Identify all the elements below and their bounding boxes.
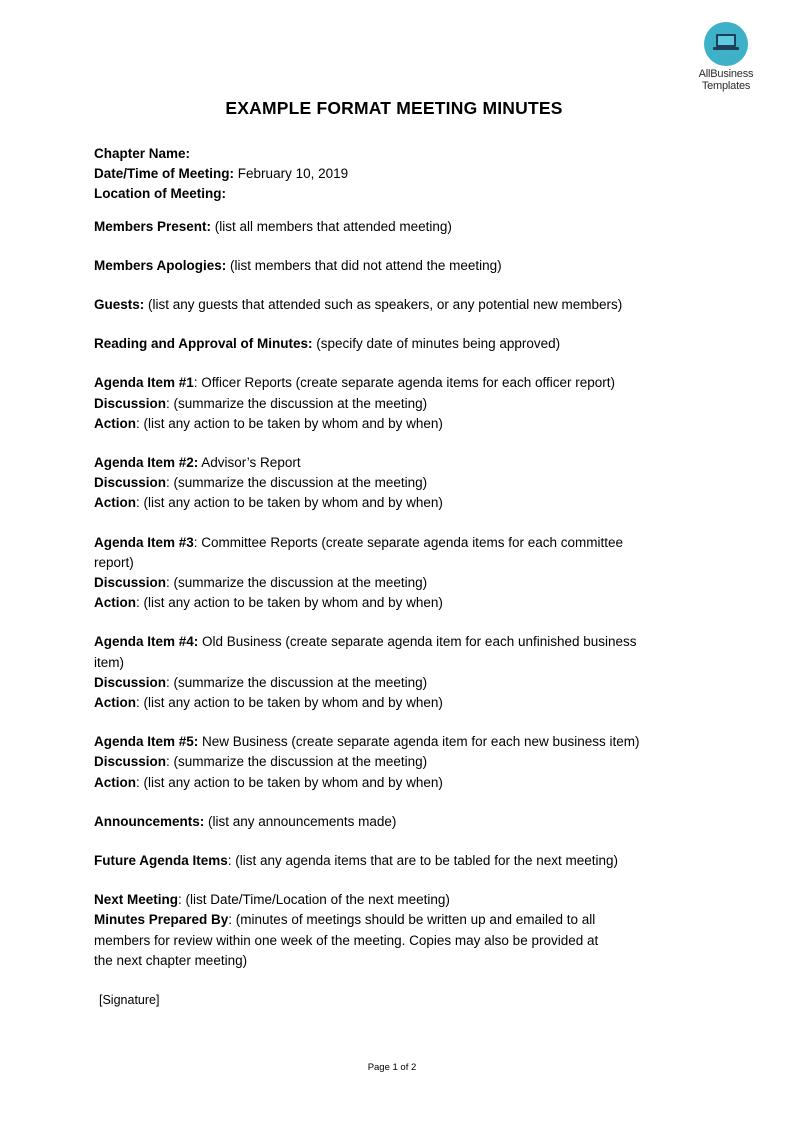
location-line	[94, 184, 694, 204]
members-apologies-label: Members Apologies:	[94, 257, 227, 273]
agenda-item-4	[94, 632, 694, 713]
reading-label: Reading and Approval of Minutes:	[94, 336, 313, 352]
agenda-label: Agenda Item #1	[94, 375, 194, 391]
agenda-item-3	[94, 533, 694, 614]
laptop-icon	[704, 22, 748, 66]
action-text: : (list any action to be taken by whom and by when)	[136, 595, 443, 611]
members-apologies-line	[94, 256, 694, 276]
discussion-text: : (summarize the discussion at the meeting)	[166, 575, 428, 591]
guests-label: Guests:	[94, 297, 145, 313]
agenda-sep: :	[193, 534, 198, 550]
agenda-text: Committee Reports (create separate agenda items for each committee	[197, 534, 623, 550]
reading-line	[94, 334, 694, 354]
agenda-label: Agenda Item #4:	[94, 634, 199, 650]
chapter-name-label: Chapter Name:	[94, 146, 191, 161]
agenda-continuation: report)	[94, 554, 134, 570]
future-agenda-label: Future Agenda Items	[94, 853, 228, 869]
brand-logo	[690, 22, 762, 92]
chapter-name-line	[94, 144, 694, 164]
discussion-text: : (summarize the discussion at the meeting)	[166, 475, 428, 491]
action-label: Action	[94, 495, 136, 511]
action-label: Action	[94, 415, 136, 431]
members-present-text: (list all members that attended meeting)	[211, 218, 452, 234]
page-title: EXAMPLE FORMAT MEETING MINUTES	[225, 98, 563, 118]
members-apologies-text: (list members that did not attend the meeting)	[226, 257, 502, 273]
discussion-label: Discussion	[94, 575, 167, 591]
discussion-text: : (summarize the discussion at the meeting)	[166, 754, 428, 770]
action-text: : (list any action to be taken by whom and by when)	[136, 415, 443, 431]
announcements-line	[94, 812, 694, 832]
agenda-label: Agenda Item #3	[94, 534, 194, 550]
announcements-text: (list any announcements made)	[204, 813, 397, 829]
discussion-text: : (summarize the discussion at the meeting)	[166, 674, 428, 690]
discussion-label: Discussion	[94, 754, 167, 770]
logo-line2: Templates	[701, 80, 751, 92]
action-label: Action	[94, 695, 136, 711]
action-text: : (list any action to be taken by whom and by when)	[136, 774, 443, 790]
logo-text	[690, 68, 762, 92]
future-agenda-text: : (list any agenda items that are to be tabled for the next meeting)	[227, 853, 619, 869]
next-meeting-label: Next Meeting	[94, 892, 179, 908]
page-number: Page 1 of 2	[367, 1062, 417, 1073]
action-label: Action	[94, 595, 136, 611]
agenda-label: Agenda Item #5:	[94, 734, 199, 750]
agenda-item-1	[94, 373, 694, 434]
agenda-label: Agenda Item #2:	[94, 455, 199, 471]
datetime-line	[94, 164, 694, 184]
members-present-line	[94, 217, 694, 237]
location-label: Location of Meeting:	[94, 186, 226, 202]
agenda-continuation: item)	[94, 654, 124, 670]
agenda-text: Officer Reports (create separate agenda items for each officer report)	[197, 375, 615, 391]
agenda-text: New Business (create separate agenda item for each new business item)	[198, 734, 640, 750]
discussion-text: : (summarize the discussion at the meeting)	[166, 395, 428, 411]
future-agenda-line	[94, 851, 694, 871]
guests-text: (list any guests that attended such as speakers, or any potential new members)	[144, 297, 623, 313]
closing-section	[94, 890, 694, 971]
datetime-label: Date/Time of Meeting:	[94, 166, 235, 182]
discussion-label: Discussion	[94, 475, 167, 491]
next-meeting-text: : (list Date/Time/Location of the next meeting)	[178, 892, 450, 908]
agenda-sep: :	[193, 375, 198, 391]
agenda-text: Advisor’s Report	[198, 455, 301, 471]
minutes-prepared-text: : (minutes of meetings should be written up and emailed to all	[228, 912, 596, 928]
action-label: Action	[94, 774, 136, 790]
logo-line1: AllBusiness	[698, 68, 754, 80]
reading-text: (specify date of minutes being approved)	[312, 336, 561, 352]
datetime-value: February 10, 2019	[237, 166, 349, 182]
action-text: : (list any action to be taken by whom and by when)	[136, 495, 443, 511]
discussion-label: Discussion	[94, 395, 167, 411]
minutes-prepared-line3: the next chapter meeting)	[94, 952, 248, 968]
agenda-item-5	[94, 732, 694, 793]
minutes-prepared-label: Minutes Prepared By	[94, 912, 229, 928]
members-present-label: Members Present:	[94, 218, 212, 234]
action-text: : (list any action to be taken by whom and by when)	[136, 695, 443, 711]
agenda-item-2	[94, 453, 694, 514]
discussion-label: Discussion	[94, 674, 167, 690]
document-body	[94, 144, 694, 971]
guests-line	[94, 295, 694, 315]
minutes-prepared-line2: members for review within one week of the meeting. Copies may also be provided at	[94, 932, 599, 948]
announcements-label: Announcements:	[94, 813, 205, 829]
agenda-text: Old Business (create separate agenda item for each unfinished business	[198, 634, 637, 650]
signature-placeholder: [Signature]	[99, 993, 160, 1007]
